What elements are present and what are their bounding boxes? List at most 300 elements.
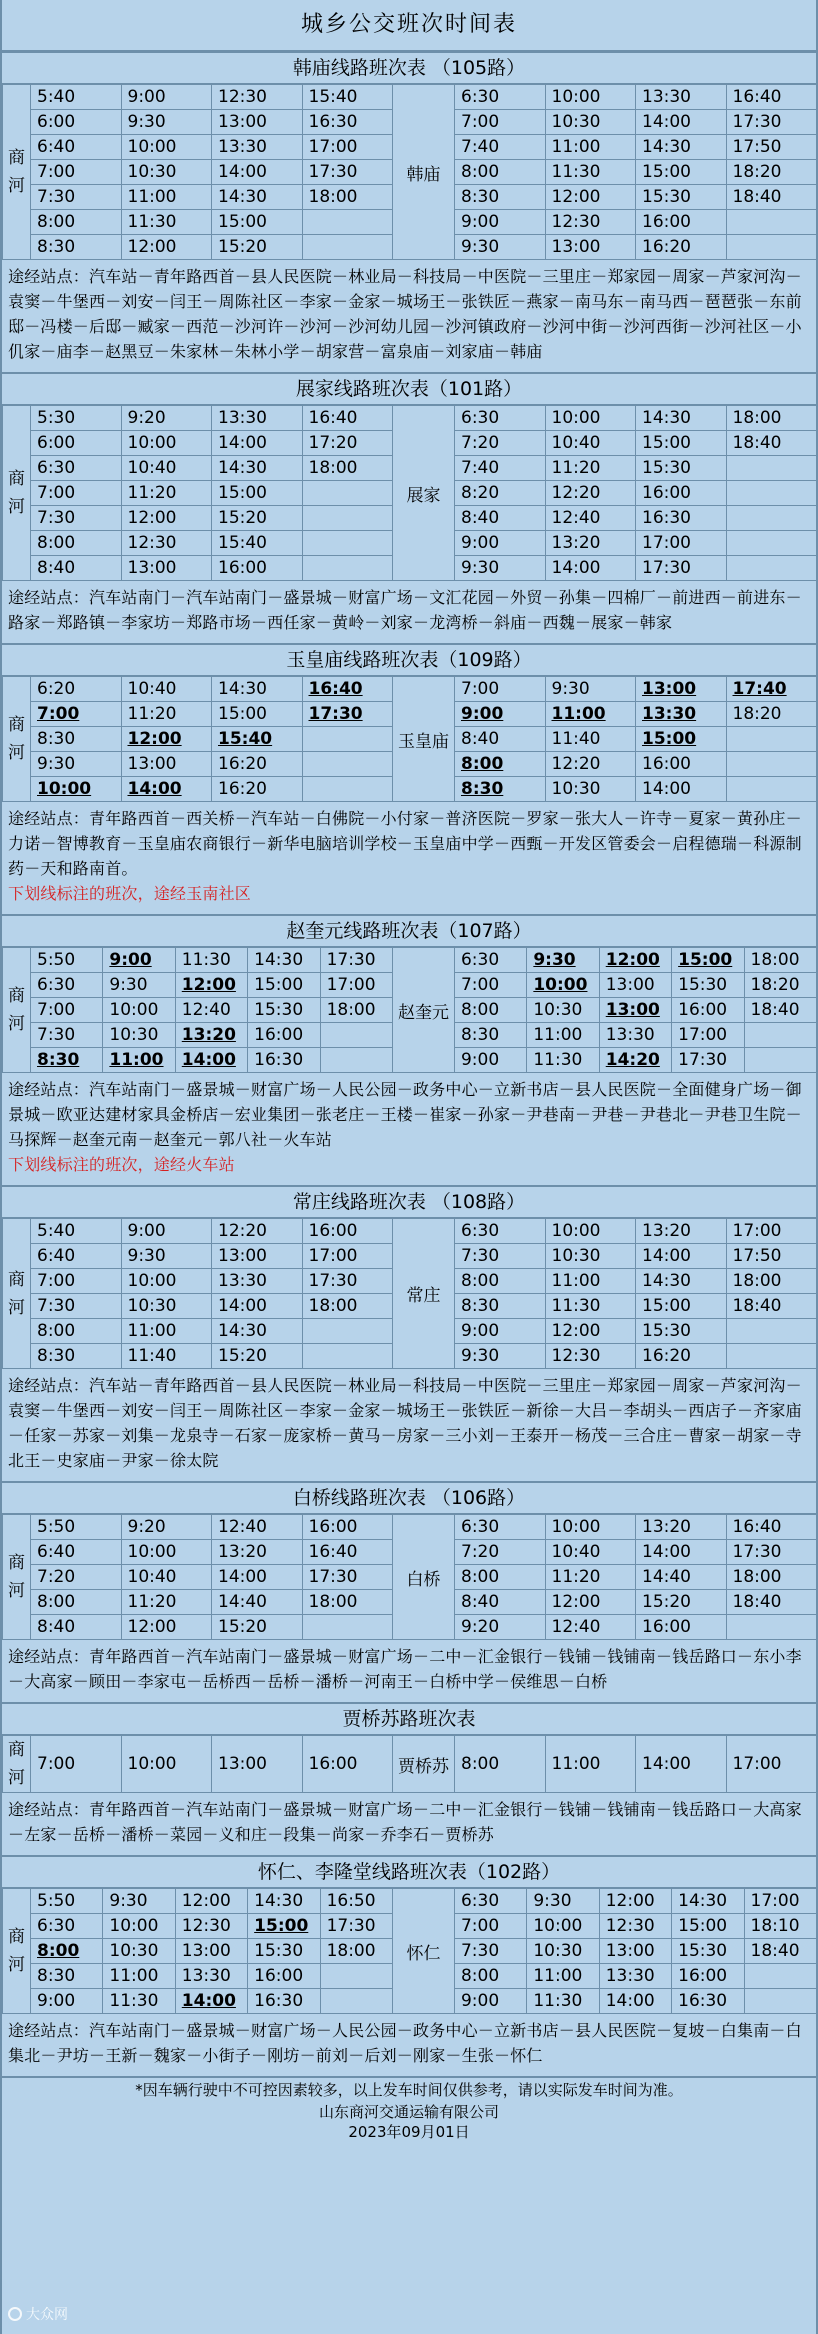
return-time: 9:00 — [455, 531, 546, 556]
return-time: 12:30 — [599, 1914, 671, 1939]
departure-time: 8:30 — [31, 1344, 122, 1369]
route-section — [2, 372, 816, 643]
departure-time: 8:30 — [31, 1048, 103, 1073]
departure-time: 15:40 — [212, 727, 303, 752]
return-time: 12:00 — [545, 1319, 636, 1344]
return-time: 12:30 — [545, 1344, 636, 1369]
return-time: 7:40 — [455, 456, 546, 481]
origin-label — [3, 1889, 31, 2014]
schedule-table — [2, 1218, 817, 1369]
departure-time: 13:20 — [175, 1023, 247, 1048]
departure-time — [320, 1989, 392, 2014]
return-time: 16:00 — [636, 481, 727, 506]
schedule-table — [2, 405, 817, 581]
destination-label: 贾桥苏 — [393, 1736, 455, 1793]
route-stops — [2, 1640, 816, 1702]
departure-time: 11:40 — [121, 1344, 212, 1369]
return-time: 12:00 — [599, 1889, 671, 1914]
return-time: 14:00 — [636, 1736, 727, 1793]
departure-time: 16:30 — [248, 1989, 320, 2014]
return-time — [726, 1344, 817, 1369]
return-time: 16:40 — [726, 85, 817, 110]
table-row — [3, 948, 817, 973]
return-time: 14:40 — [636, 1565, 727, 1590]
stops-text: 途经站点：青年路西首－汽车站南门－盛景城－财富广场－二中－汇金银行－钱铺－钱铺南－钱岳路口－大高家－左家－岳桥－潘桥－菜园－义和庄－段集－尚家－乔李石－贾桥苏 — [8, 1800, 802, 1844]
return-time: 16:00 — [636, 752, 727, 777]
return-time: 6:30 — [454, 1889, 526, 1914]
return-time — [744, 1989, 816, 2014]
departure-time: 15:00 — [248, 973, 320, 998]
return-time: 7:00 — [454, 1914, 526, 1939]
watermark-icon — [8, 2307, 22, 2321]
departure-time: 7:00 — [31, 1736, 122, 1793]
origin-char: 商 — [8, 469, 25, 489]
return-time: 8:00 — [455, 1736, 546, 1793]
departure-time: 10:00 — [31, 777, 122, 802]
departure-time: 16:30 — [302, 110, 393, 135]
destination-label: 韩庙 — [393, 85, 455, 260]
return-time: 11:20 — [545, 1565, 636, 1590]
route-section — [2, 1481, 816, 1702]
origin-char: 商 — [8, 148, 25, 168]
return-time: 11:00 — [527, 1023, 599, 1048]
route-sections — [2, 51, 816, 2076]
departure-time — [302, 210, 393, 235]
return-time: 10:00 — [527, 973, 599, 998]
departure-time: 13:30 — [212, 135, 303, 160]
departure-time: 17:00 — [320, 973, 392, 998]
return-time: 12:00 — [545, 185, 636, 210]
departure-time: 15:40 — [212, 531, 303, 556]
return-time: 10:00 — [545, 406, 636, 431]
route-title: 玉皇庙线路班次表（109路） — [2, 645, 816, 676]
stops-text: 途经站点：汽车站南门－盛景城－财富广场－人民公园－政务中心－立新书店－县人民医院－全面健身广场－御景城－欧亚达建材家具金桥店－宏业集团－张老庄－王楼－崔家－孙家－尹巷南－尹巷－尹巷北－尹巷卫生院－马探辉－赵奎元南－赵奎元－郭八社－火车站 — [8, 1080, 802, 1149]
return-time: 9:30 — [455, 556, 546, 581]
departure-time: 10:40 — [121, 456, 212, 481]
return-time: 13:00 — [545, 235, 636, 260]
departure-time: 18:00 — [302, 456, 393, 481]
return-time: 13:00 — [599, 1939, 671, 1964]
stops-text: 途经站点：青年路西首－汽车站南门－盛景城－财富广场－二中－汇金银行－钱铺－钱铺南－钱岳路口－东小李－大高家－顾田－李家屯－岳桥西－岳桥－潘桥－河南王－白桥中学－侯维思－白桥 — [8, 1647, 802, 1691]
destination-label: 怀仁 — [392, 1889, 454, 2014]
departure-time: 7:30 — [31, 185, 122, 210]
return-time: 8:40 — [455, 1590, 546, 1615]
departure-time: 9:00 — [121, 85, 212, 110]
return-time: 8:30 — [455, 1294, 546, 1319]
return-time: 7:20 — [455, 1540, 546, 1565]
return-time: 9:00 — [455, 210, 546, 235]
return-time: 18:00 — [726, 406, 817, 431]
departure-time: 8:30 — [31, 727, 122, 752]
departure-time: 12:30 — [175, 1914, 247, 1939]
return-time: 17:00 — [726, 1219, 817, 1244]
return-time: 18:40 — [744, 1939, 816, 1964]
return-time: 9:00 — [455, 702, 546, 727]
departure-time: 10:30 — [103, 1023, 175, 1048]
departure-time: 17:20 — [302, 431, 393, 456]
departure-time: 12:40 — [212, 1515, 303, 1540]
departure-time: 15:40 — [302, 85, 393, 110]
departure-time: 17:30 — [302, 1565, 393, 1590]
departure-time: 18:00 — [320, 1939, 392, 1964]
departure-time: 5:50 — [31, 948, 103, 973]
origin-label — [3, 1219, 31, 1369]
route-stops — [2, 1073, 816, 1185]
departure-time: 13:00 — [212, 1244, 303, 1269]
departure-time: 7:30 — [31, 1023, 103, 1048]
departure-time: 5:40 — [31, 85, 122, 110]
departure-time: 13:30 — [212, 406, 303, 431]
return-time: 17:30 — [672, 1048, 744, 1073]
return-time: 11:00 — [545, 702, 636, 727]
route-title: 韩庙线路班次表 （105路） — [2, 53, 816, 84]
departure-time: 7:20 — [31, 1565, 122, 1590]
return-time: 14:30 — [672, 1889, 744, 1914]
return-time — [726, 777, 817, 802]
return-time: 11:30 — [527, 1989, 599, 2014]
departure-time: 10:30 — [103, 1939, 175, 1964]
return-time: 10:40 — [545, 1540, 636, 1565]
route-title: 常庄线路班次表 （108路） — [2, 1187, 816, 1218]
return-time: 14:00 — [636, 110, 727, 135]
origin-char: 河 — [8, 497, 25, 517]
origin-label — [3, 677, 31, 802]
departure-time — [320, 1964, 392, 1989]
departure-time: 15:00 — [212, 210, 303, 235]
destination-label: 玉皇庙 — [393, 677, 455, 802]
return-time: 15:00 — [636, 431, 727, 456]
schedule-table — [2, 676, 817, 802]
departure-time: 8:00 — [31, 1590, 122, 1615]
departure-time: 13:00 — [212, 110, 303, 135]
return-time: 15:30 — [636, 456, 727, 481]
return-time: 16:00 — [672, 998, 744, 1023]
return-time: 18:10 — [744, 1914, 816, 1939]
destination-label: 赵奎元 — [392, 948, 454, 1073]
table-row — [3, 85, 817, 110]
table-row — [3, 677, 817, 702]
origin-char: 商 — [8, 1269, 25, 1290]
departure-time — [302, 506, 393, 531]
departure-time: 10:00 — [103, 1914, 175, 1939]
table-row — [3, 406, 817, 431]
return-time: 11:40 — [545, 727, 636, 752]
departure-time: 9:30 — [121, 110, 212, 135]
return-time — [744, 1964, 816, 1989]
origin-char: 河 — [8, 176, 25, 196]
return-time: 12:20 — [545, 752, 636, 777]
return-time — [726, 481, 817, 506]
departure-time — [302, 481, 393, 506]
return-time — [744, 1023, 816, 1048]
return-time: 18:40 — [726, 185, 817, 210]
departure-time: 14:40 — [212, 1590, 303, 1615]
origin-char: 河 — [8, 1014, 25, 1034]
departure-time: 16:00 — [302, 1515, 393, 1540]
return-time: 8:20 — [455, 481, 546, 506]
watermark — [8, 2304, 68, 2324]
departure-time: 14:00 — [175, 1989, 247, 2014]
departure-time: 11:20 — [121, 702, 212, 727]
return-time: 17:00 — [672, 1023, 744, 1048]
return-time: 14:00 — [636, 1540, 727, 1565]
route-title: 怀仁、李隆堂线路班次表（102路） — [2, 1857, 816, 1888]
departure-time: 10:00 — [121, 1269, 212, 1294]
route-stops — [2, 2014, 816, 2076]
return-time: 16:00 — [636, 1615, 727, 1640]
return-time: 7:00 — [455, 677, 546, 702]
return-time: 16:30 — [636, 506, 727, 531]
departure-time: 13:00 — [121, 752, 212, 777]
departure-time: 16:20 — [212, 752, 303, 777]
return-time: 8:30 — [455, 185, 546, 210]
return-time: 16:20 — [636, 235, 727, 260]
departure-time: 18:00 — [302, 185, 393, 210]
return-time — [726, 235, 817, 260]
return-time: 13:30 — [599, 1023, 671, 1048]
departure-time: 14:30 — [212, 185, 303, 210]
departure-time: 9:30 — [31, 752, 122, 777]
departure-time: 7:00 — [31, 998, 103, 1023]
departure-time: 6:40 — [31, 135, 122, 160]
return-time: 18:40 — [726, 431, 817, 456]
return-time: 15:00 — [636, 727, 727, 752]
departure-time — [302, 1615, 393, 1640]
route-section — [2, 51, 816, 372]
departure-time: 14:30 — [212, 1319, 303, 1344]
departure-time: 11:00 — [121, 1319, 212, 1344]
origin-char: 商 — [8, 1927, 25, 1947]
origin-char: 河 — [8, 743, 25, 763]
return-time — [726, 531, 817, 556]
page-title: 城乡公交班次时间表 — [2, 0, 816, 51]
schedule-table — [2, 947, 817, 1073]
departure-time: 16:40 — [302, 677, 393, 702]
route-section — [2, 914, 816, 1185]
departure-time: 9:00 — [121, 1219, 212, 1244]
origin-label — [3, 406, 31, 581]
departure-time: 17:00 — [302, 135, 393, 160]
table-row — [3, 1515, 817, 1540]
return-time: 14:20 — [599, 1048, 671, 1073]
return-time: 8:30 — [454, 1023, 526, 1048]
return-time: 17:30 — [726, 110, 817, 135]
schedule-table — [2, 84, 817, 260]
departure-time: 10:00 — [121, 135, 212, 160]
origin-char: 商 — [8, 1740, 25, 1760]
departure-time: 7:00 — [31, 481, 122, 506]
return-time: 9:30 — [455, 235, 546, 260]
table-row — [3, 1889, 817, 1914]
departure-time: 7:00 — [31, 1269, 122, 1294]
departure-time: 12:00 — [121, 506, 212, 531]
return-time: 15:00 — [636, 160, 727, 185]
departure-time: 14:30 — [212, 677, 303, 702]
return-time: 17:00 — [726, 1736, 817, 1793]
departure-time: 9:00 — [103, 948, 175, 973]
return-time: 13:20 — [636, 1219, 727, 1244]
origin-label — [3, 948, 31, 1073]
return-time: 9:20 — [455, 1615, 546, 1640]
departure-time: 15:30 — [248, 1939, 320, 1964]
return-time: 13:30 — [636, 85, 727, 110]
return-time: 10:00 — [545, 85, 636, 110]
return-time: 18:40 — [726, 1294, 817, 1319]
return-time: 15:20 — [636, 1590, 727, 1615]
return-time: 9:00 — [454, 1048, 526, 1073]
return-time: 12:20 — [545, 481, 636, 506]
departure-time: 15:20 — [212, 506, 303, 531]
departure-time: 9:30 — [103, 1889, 175, 1914]
return-time: 8:00 — [455, 1565, 546, 1590]
return-time: 15:30 — [636, 1319, 727, 1344]
route-section — [2, 643, 816, 914]
departure-time: 14:00 — [212, 1565, 303, 1590]
departure-time: 10:00 — [121, 1540, 212, 1565]
departure-time — [302, 752, 393, 777]
departure-time: 10:30 — [121, 160, 212, 185]
departure-time: 14:30 — [212, 456, 303, 481]
departure-time: 13:30 — [175, 1964, 247, 1989]
return-time: 17:50 — [726, 135, 817, 160]
return-time: 13:00 — [636, 677, 727, 702]
route-stops — [2, 1369, 816, 1481]
return-time: 17:50 — [726, 1244, 817, 1269]
return-time: 8:00 — [455, 1269, 546, 1294]
departure-time: 14:00 — [175, 1048, 247, 1073]
return-time: 15:30 — [636, 185, 727, 210]
return-time: 15:30 — [672, 973, 744, 998]
departure-time: 6:00 — [31, 431, 122, 456]
departure-time: 11:00 — [121, 185, 212, 210]
return-time: 15:00 — [672, 1914, 744, 1939]
departure-time: 6:40 — [31, 1244, 122, 1269]
return-time: 11:00 — [527, 1964, 599, 1989]
departure-time: 16:00 — [302, 1219, 393, 1244]
departure-time: 10:00 — [121, 431, 212, 456]
return-time — [726, 727, 817, 752]
stops-text: 途经站点：汽车站南门－盛景城－财富广场－人民公园－政务中心－立新书店－县人民医院－复坡－白集南－白集北－尹坊－王新－魏家－小街子－刚坊－前刘－后刘－刚家－生张－怀仁 — [8, 2021, 802, 2065]
return-time: 18:00 — [726, 1565, 817, 1590]
schedule-table — [2, 1888, 817, 2014]
departure-time: 6:30 — [31, 1914, 103, 1939]
return-time: 8:00 — [455, 160, 546, 185]
return-time: 15:30 — [672, 1939, 744, 1964]
departure-time: 15:20 — [212, 235, 303, 260]
departure-time: 7:00 — [31, 702, 122, 727]
departure-time: 9:20 — [121, 406, 212, 431]
departure-time: 18:00 — [302, 1590, 393, 1615]
departure-time — [302, 1319, 393, 1344]
return-time: 18:00 — [726, 1269, 817, 1294]
return-time: 14:00 — [545, 556, 636, 581]
departure-time: 12:30 — [121, 531, 212, 556]
return-time: 12:00 — [545, 1590, 636, 1615]
return-time: 18:20 — [726, 702, 817, 727]
departure-time: 17:00 — [302, 1244, 393, 1269]
departure-time: 15:30 — [248, 998, 320, 1023]
departure-time: 12:00 — [175, 1889, 247, 1914]
departure-time: 8:30 — [31, 1964, 103, 1989]
departure-time: 18:00 — [302, 1294, 393, 1319]
return-time — [744, 1048, 816, 1073]
return-time — [726, 752, 817, 777]
departure-time: 8:30 — [31, 235, 122, 260]
departure-time: 14:00 — [212, 160, 303, 185]
departure-time: 6:20 — [31, 677, 122, 702]
departure-time — [302, 235, 393, 260]
return-time: 17:30 — [726, 1540, 817, 1565]
departure-time: 13:20 — [212, 1540, 303, 1565]
departure-time: 8:00 — [31, 1319, 122, 1344]
return-time — [726, 556, 817, 581]
origin-char: 商 — [8, 1553, 25, 1573]
return-time: 10:00 — [527, 1914, 599, 1939]
departure-time: 6:30 — [31, 973, 103, 998]
return-time: 7:20 — [455, 431, 546, 456]
destination-label: 常庄 — [393, 1219, 455, 1369]
departure-time: 14:30 — [248, 948, 320, 973]
return-time: 16:00 — [636, 210, 727, 235]
departure-time: 12:20 — [212, 1219, 303, 1244]
return-time: 6:30 — [454, 948, 526, 973]
departure-time: 15:00 — [212, 702, 303, 727]
departure-time: 16:00 — [248, 1023, 320, 1048]
return-time: 11:30 — [545, 1294, 636, 1319]
return-time: 13:30 — [636, 702, 727, 727]
departure-time: 10:00 — [121, 1736, 212, 1793]
return-time: 18:00 — [744, 948, 816, 973]
departure-time — [302, 556, 393, 581]
departure-time: 16:20 — [212, 777, 303, 802]
departure-time: 5:50 — [31, 1515, 122, 1540]
return-time: 12:30 — [545, 210, 636, 235]
return-time: 15:00 — [636, 1294, 727, 1319]
departure-time: 5:50 — [31, 1889, 103, 1914]
departure-time: 6:30 — [31, 456, 122, 481]
watermark-text: 大众网 — [26, 2307, 68, 2323]
return-time — [726, 210, 817, 235]
return-time: 11:30 — [545, 160, 636, 185]
origin-char: 河 — [8, 1581, 25, 1601]
route-stops — [2, 581, 816, 643]
return-time: 7:00 — [455, 110, 546, 135]
return-time: 13:00 — [599, 998, 671, 1023]
destination-label: 白桥 — [393, 1515, 455, 1640]
return-time: 15:00 — [672, 948, 744, 973]
return-time: 13:30 — [599, 1964, 671, 1989]
route-title: 展家线路班次表（101路） — [2, 374, 816, 405]
return-time: 16:00 — [672, 1964, 744, 1989]
return-time: 6:30 — [455, 1515, 546, 1540]
return-time: 10:00 — [545, 1515, 636, 1540]
departure-time: 13:30 — [212, 1269, 303, 1294]
return-time: 7:00 — [454, 973, 526, 998]
departure-time: 12:00 — [121, 235, 212, 260]
route-section — [2, 1855, 816, 2076]
departure-time: 8:00 — [31, 531, 122, 556]
departure-time: 17:30 — [320, 1914, 392, 1939]
return-time: 11:00 — [545, 135, 636, 160]
departure-time: 16:00 — [248, 1964, 320, 1989]
return-time: 6:30 — [455, 406, 546, 431]
return-time: 7:40 — [455, 135, 546, 160]
stops-text: 途经站点：汽车站－青年路西首－县人民医院－林业局－科技局－中医院－三里庄－郑家园－周家－芦家河沟－袁窦－牛堡西－刘安－闫王－周陈社区－李家－金家－城场王－张铁匠－燕家－南马东－南马西－琶琶张－东前邸－冯楼－后邸－臧家－西范－沙河许－沙河－沙河幼儿园－沙河镇政府－沙河中街－沙河西街－沙河社区－小仉家－庙李－赵黑豆－朱家林－朱林小学－胡家营－富泉庙－刘家庙－韩庙 — [8, 267, 802, 361]
departure-time: 11:00 — [103, 1048, 175, 1073]
departure-time: 16:40 — [302, 406, 393, 431]
return-time: 17:30 — [636, 556, 727, 581]
departure-time: 5:30 — [31, 406, 122, 431]
